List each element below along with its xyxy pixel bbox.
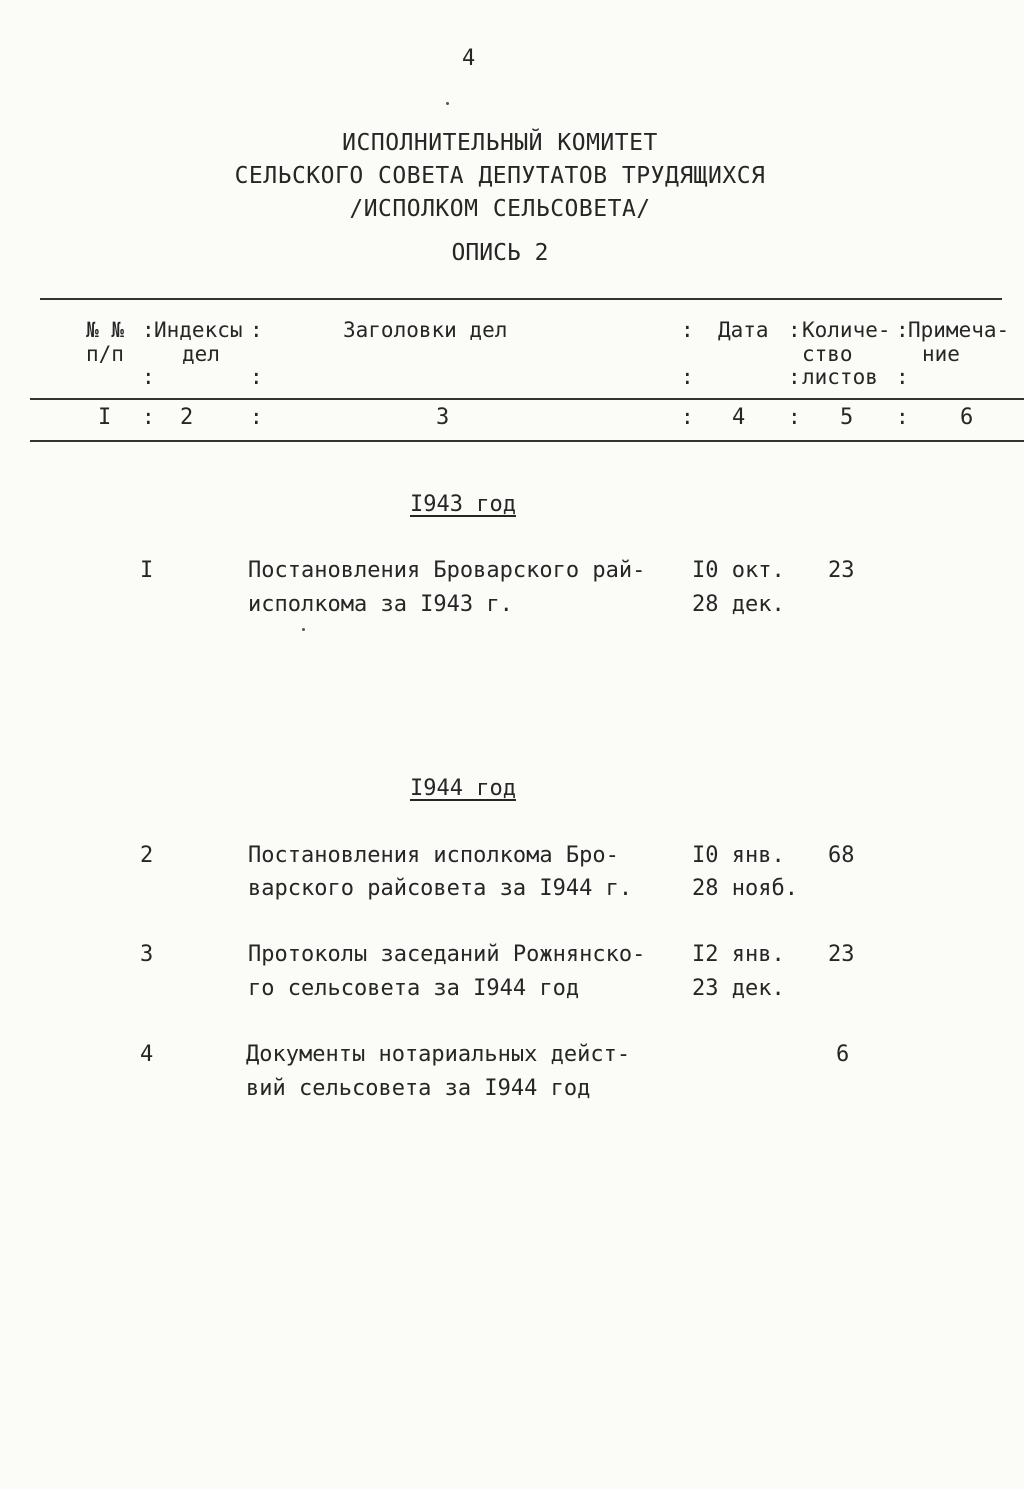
col-title-header: Заголовки дел xyxy=(343,318,508,342)
item-sheet-count: 23 xyxy=(828,942,855,967)
item-sheet-count: 6 xyxy=(836,1042,850,1067)
ink-speck xyxy=(446,102,449,105)
col-separator: : xyxy=(896,405,909,429)
col-separator: : xyxy=(250,365,263,389)
column-number-1: I xyxy=(98,405,112,430)
item-number: 4 xyxy=(140,1042,154,1067)
col-separator: : xyxy=(250,318,263,342)
col-separator: : xyxy=(896,318,909,342)
item-title-line2: вий сельсовета за I944 год xyxy=(246,1076,591,1101)
org-title-line-3: /ИСПОЛКОМ СЕЛЬСОВЕТА/ xyxy=(349,196,651,222)
item-sheet-count: 68 xyxy=(828,843,855,868)
year-heading-1944: I944 год xyxy=(410,776,516,801)
item-title-line2: го сельсовета за I944 год xyxy=(248,976,580,1001)
org-title-line-1: ИСПОЛНИТЕЛЬНЫЙ КОМИТЕТ xyxy=(342,130,658,156)
item-date-end: 28 нояб. xyxy=(692,876,798,901)
header-rule-middle xyxy=(30,398,1024,400)
col-count-header-line1: Количе- xyxy=(802,318,891,342)
column-number-5: 5 xyxy=(840,405,854,430)
item-number: 2 xyxy=(140,843,154,868)
item-title-line1: Документы нотариальных дейст- xyxy=(246,1042,631,1067)
item-title-line1: Протоколы заседаний Рожнянско- xyxy=(248,942,646,967)
col-index-header-line1: Индексы xyxy=(154,318,243,342)
col-separator: : xyxy=(681,318,694,342)
item-date-end: 28 дек. xyxy=(692,592,785,617)
item-sheet-count: 23 xyxy=(828,558,855,583)
org-title-line-2: СЕЛЬСКОГО СОВЕТА ДЕПУТАТОВ ТРУДЯЩИХСЯ xyxy=(234,163,766,189)
item-number: I xyxy=(140,558,154,583)
column-number-3: 3 xyxy=(436,405,450,430)
col-separator: : xyxy=(788,405,801,429)
col-note-header-line1: Примеча- xyxy=(908,318,1010,342)
col-separator: : xyxy=(142,405,155,429)
col-separator: : xyxy=(896,365,909,389)
item-date-start: I0 окт. xyxy=(692,558,785,583)
inventory-title: ОПИСЬ 2 xyxy=(451,240,549,266)
col-note-header-line2: ние xyxy=(922,342,960,366)
ink-speck xyxy=(302,628,305,631)
col-number-header-line2: п/п xyxy=(86,342,124,366)
col-separator: : xyxy=(681,405,694,429)
item-number: 3 xyxy=(140,942,154,967)
col-separator: : xyxy=(681,365,694,389)
column-number-6: 6 xyxy=(960,405,974,430)
page-number: 4 xyxy=(462,46,476,71)
col-index-header-line2: дел xyxy=(182,342,220,366)
column-number-2: 2 xyxy=(180,405,194,430)
item-title-line2: исполкома за I943 г. xyxy=(248,592,513,617)
column-number-4: 4 xyxy=(732,405,746,430)
col-separator: : xyxy=(788,318,801,342)
col-separator: : xyxy=(142,365,155,389)
item-title-line1: Постановления Броварского рай- xyxy=(248,558,646,583)
header-rule-bottom xyxy=(30,440,1024,442)
item-title-line2: варского райсовета за I944 г. xyxy=(248,876,633,901)
header-rule-top xyxy=(40,298,1002,300)
item-date-start: I2 янв. xyxy=(692,942,785,967)
col-separator: : xyxy=(788,365,801,389)
item-date-start: I0 янв. xyxy=(692,843,785,868)
col-separator: : xyxy=(142,318,155,342)
year-heading-1943: I943 год xyxy=(410,492,516,517)
item-title-line1: Постановления исполкома Бро- xyxy=(248,843,619,868)
col-separator: : xyxy=(250,405,263,429)
col-number-header-line1: № № xyxy=(86,318,124,342)
item-date-end: 23 дек. xyxy=(692,976,785,1001)
col-count-header-line2: ство xyxy=(802,342,853,366)
col-count-header-line3: листов xyxy=(802,365,878,389)
col-date-header: Дата xyxy=(718,318,769,342)
